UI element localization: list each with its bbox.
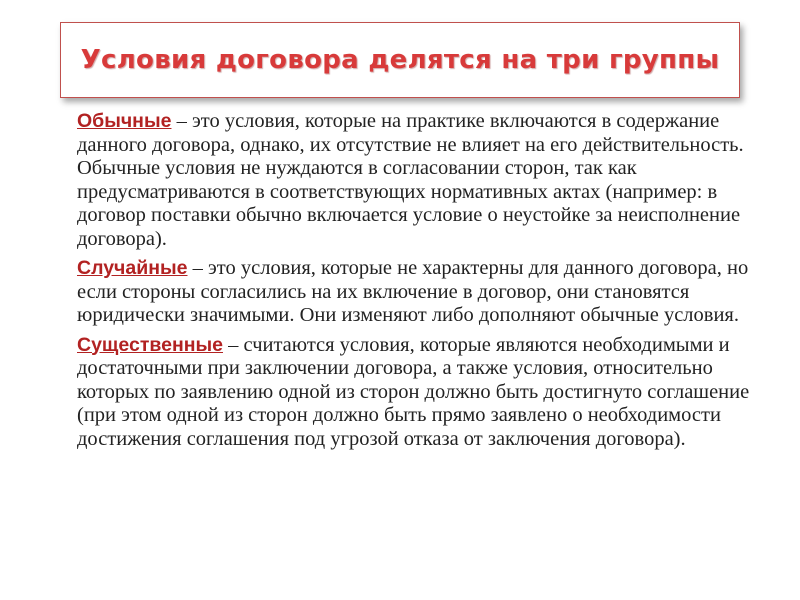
title-box (60, 22, 740, 98)
slide-title: Условия договора делятся на три группы (80, 45, 720, 75)
paragraph-essential (77, 334, 767, 452)
definition-random: – это условия, которые не характерны для данного договора, но если стороны согласились на их включение в договор, они становятся юридически значимыми. Они изменяют либо дополняют обычные условия. (77, 257, 749, 326)
paragraph-ordinary (77, 110, 767, 251)
definition-essential: – считаются условия, которые являются необходимыми и достаточными при заключении договора, а также условия, относительно которых по заявлению одной из сторон должно быть достигнуто соглашение (при этом одной из сторон должно быть прямо заявлено о необходимости достижения соглашения под угрозой отказа от заключения договора). (77, 333, 750, 450)
term-ordinary: Обычные (77, 110, 172, 132)
paragraph-random (77, 257, 767, 328)
term-random: Случайные (77, 257, 188, 279)
definition-ordinary: – это условия, которые на практике включаются в содержание данного договора, однако, их отсутствие не влияет на его действительность. Обычные условия не нуждаются в согласовании сторон, так как предусматриваются в соответствующих нормативных актах (например: в договор поставки обычно включается условие о неустойке за неисполнение договора). (77, 110, 744, 250)
content-body (77, 110, 767, 457)
term-essential: Существенные (77, 333, 223, 356)
